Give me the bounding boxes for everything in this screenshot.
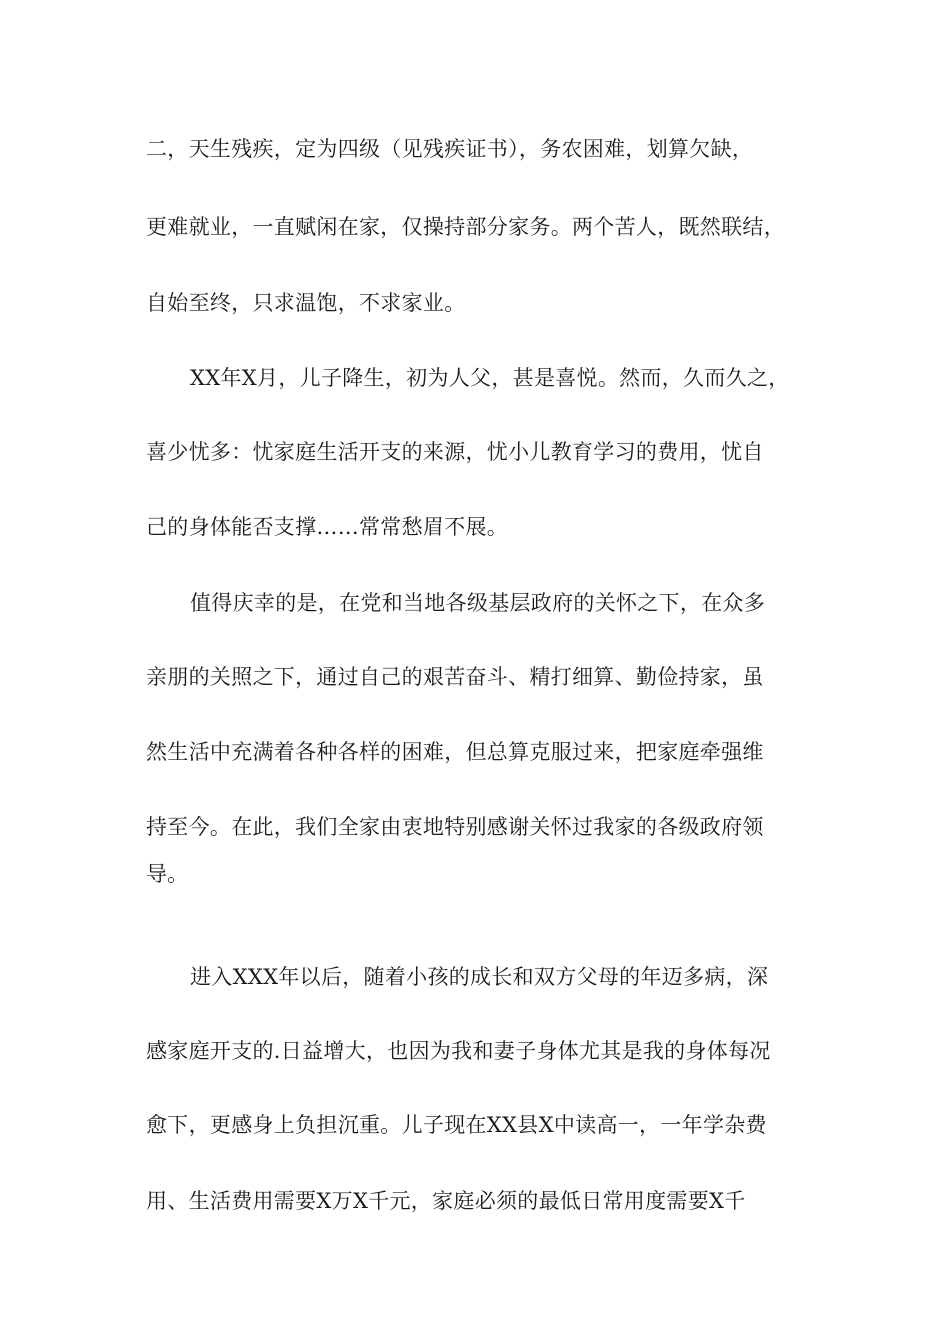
paragraph-first-line: 进入XXX年以后，随着小孩的成长和双方父母的年迈多病，深 [190,965,769,989]
text-line: 持至今。在此，我们全家由衷地特别感谢关怀过我家的各级政府领 [146,815,764,839]
text-line: 己的身体能否支撑……常常愁眉不展。 [146,515,509,539]
text-line: 然生活中充满着各种各样的困难，但总算克服过来，把家庭牵强维 [146,740,764,764]
paragraph-first-line: 值得庆幸的是，在党和当地各级基层政府的关怀之下，在众多 [190,591,766,615]
text-line: 愈下，更感身上负担沉重。儿子现在XX县X中读高一，一年学杂费 [146,1113,767,1137]
paragraph-first-line: XX年X月，儿子降生，初为人父，甚是喜悦。然而，久而久之， [190,366,790,390]
text-line: 亲朋的关照之下，通过自己的艰苦奋斗、精打细算、勤俭持家，虽 [146,665,764,689]
text-line: 更难就业，一直赋闲在家，仅操持部分家务。两个苦人，既然联结， [146,215,785,239]
text-line: 喜少忧多：忧家庭生活开支的来源，忧小儿教育学习的费用，忧自 [146,440,764,464]
text-line: 二，天生残疾，定为四级（见残疾证书），务农困难，划算欠缺， [146,137,754,161]
text-line: 导。 [146,862,189,886]
text-line: 自始至终，只求温饱，不求家业。 [146,291,466,315]
text-line: 用、生活费用需要X万X千元，家庭必须的最低日常用度需要X千 [146,1189,746,1213]
text-line: 感家庭开支的.日益增大，也因为我和妻子身体尤其是我的身体每况 [146,1039,771,1063]
